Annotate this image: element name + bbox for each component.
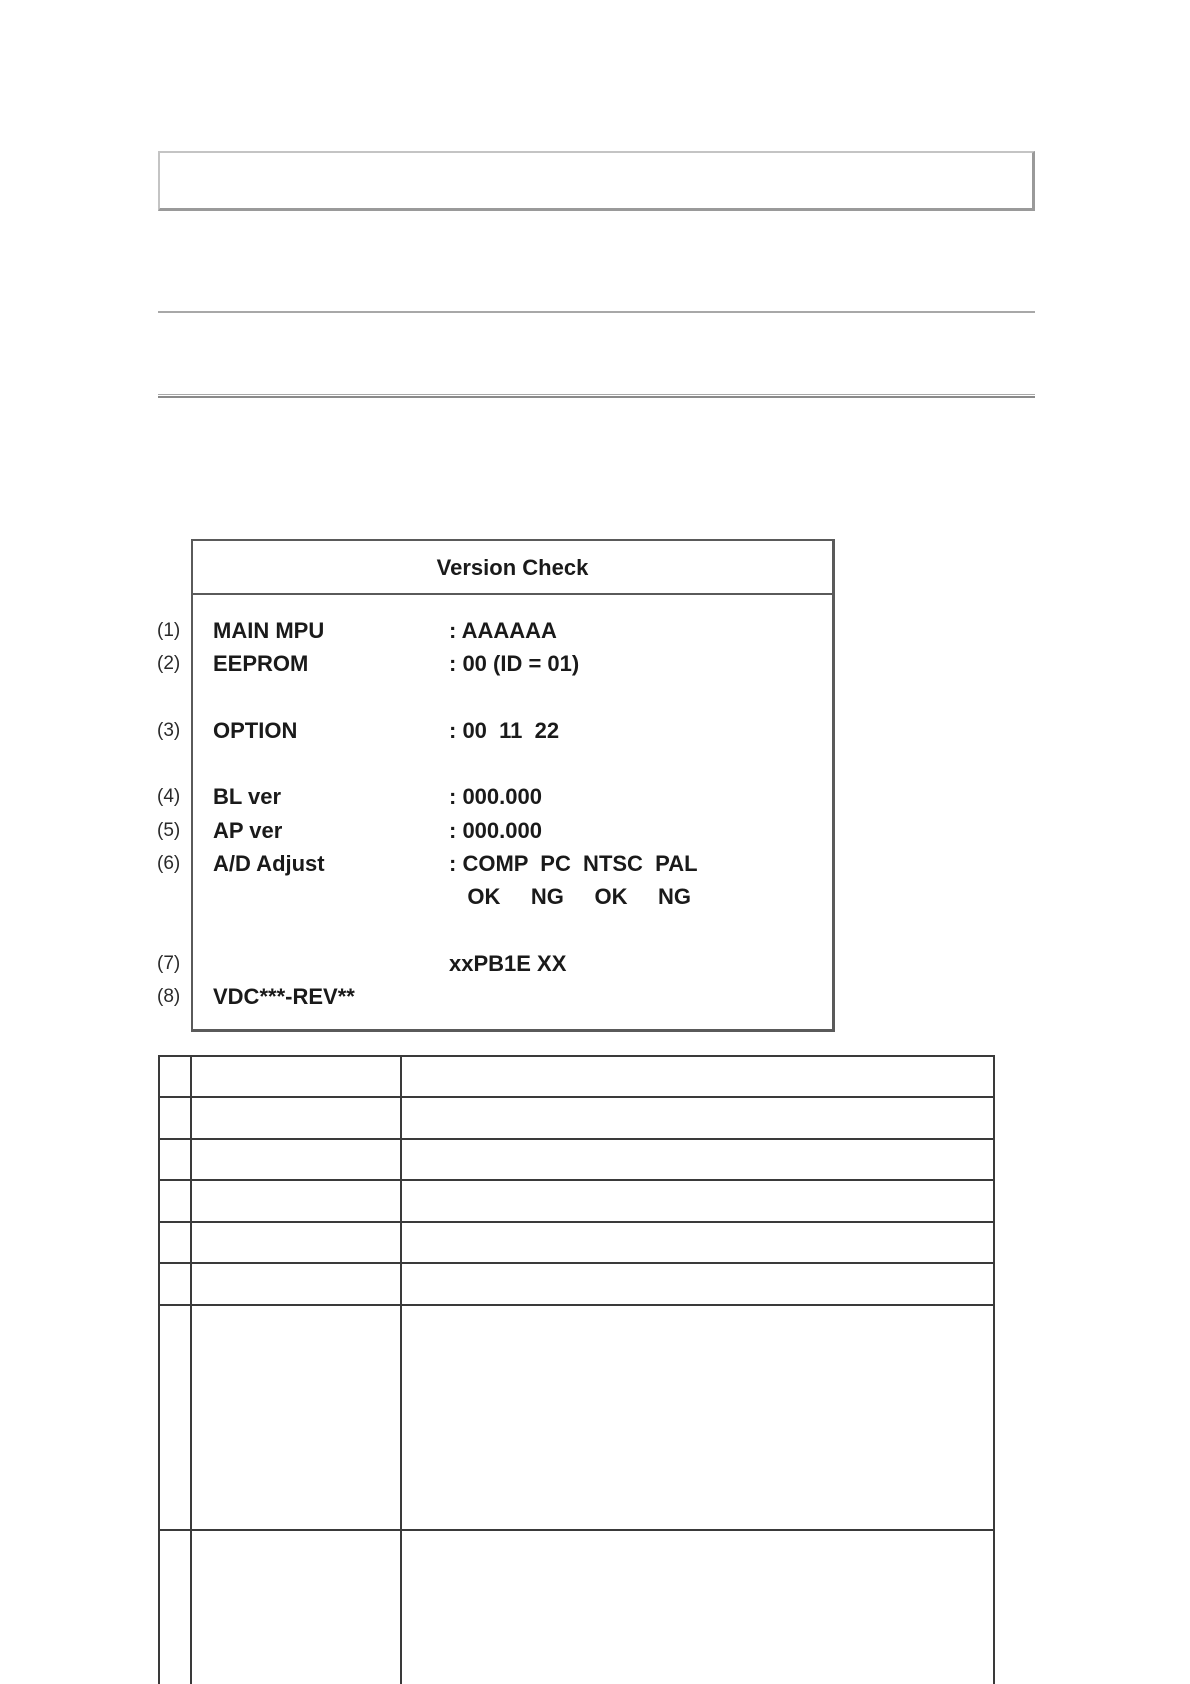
osd-value: : 00 11 22 xyxy=(449,718,560,743)
osd-value: : 000.000 xyxy=(449,784,542,809)
marker-3: (3) xyxy=(157,720,181,741)
table-row-border xyxy=(158,1096,995,1098)
osd-label: EEPROM xyxy=(213,651,309,676)
marker-8: (8) xyxy=(157,986,181,1007)
marker-5: (5) xyxy=(157,820,181,841)
version-check-screen xyxy=(191,539,835,1032)
osd-label: AP ver xyxy=(213,818,283,843)
marker-7: (7) xyxy=(157,953,181,974)
marker-4: (4) xyxy=(157,786,181,807)
section-rule-bottom xyxy=(158,394,1035,398)
table-column-border xyxy=(190,1055,192,1684)
table-column-border xyxy=(993,1055,995,1684)
header-frame xyxy=(158,151,1035,211)
osd-label: BL ver xyxy=(213,784,282,809)
osd-value: xxPB1E XX xyxy=(449,951,567,976)
table-row-border xyxy=(158,1529,995,1531)
marker-1: (1) xyxy=(157,620,181,641)
osd-value: : AAAAAA xyxy=(449,618,557,643)
table-row-border xyxy=(158,1179,995,1181)
table-column-border xyxy=(158,1055,160,1684)
osd-label: OPTION xyxy=(213,718,298,743)
osd-value: : 00 (ID = 01) xyxy=(449,651,580,676)
version-check-title: Version Check xyxy=(193,541,832,595)
table-column-border xyxy=(400,1055,402,1684)
marker-2: (2) xyxy=(157,653,181,674)
osd-value: OK NG OK NG xyxy=(449,884,692,909)
table-row-border xyxy=(158,1304,995,1306)
table-row-border xyxy=(158,1138,995,1140)
osd-label: A/D Adjust xyxy=(213,851,325,876)
marker-6: (6) xyxy=(157,853,181,874)
description-table xyxy=(158,1055,995,1684)
table-row-border xyxy=(158,1262,995,1264)
osd-value: : 000.000 xyxy=(449,818,542,843)
osd-label: MAIN MPU xyxy=(213,618,325,643)
osd-value: : COMP PC NTSC PAL xyxy=(449,851,698,876)
section-rule-top xyxy=(158,311,1035,313)
table-row-border xyxy=(158,1055,995,1057)
table-row-border xyxy=(158,1221,995,1223)
osd-label: VDC***-REV** xyxy=(213,984,355,1009)
